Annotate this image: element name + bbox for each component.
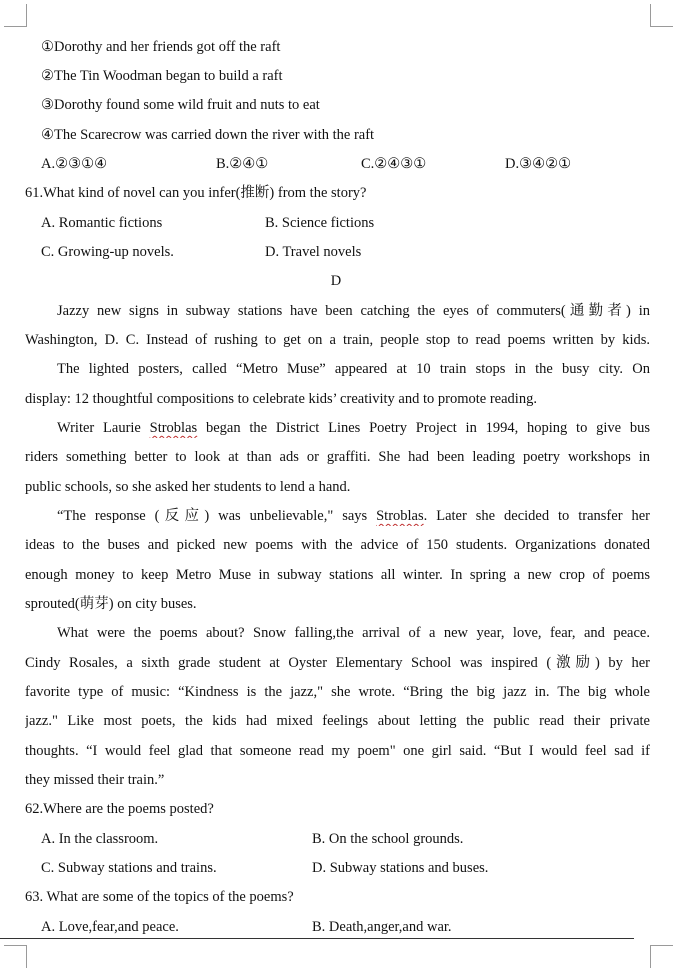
passage-p5-line-2: Cindy Rosales, a sixth grade student at Oyster Elementary School was inspired (激励) by her	[25, 655, 650, 671]
q60-option-a: A.②③①④	[41, 156, 108, 172]
section-label: D	[330, 273, 342, 289]
crop-mark-bottom-right	[650, 945, 673, 968]
author-name: Stroblas	[149, 420, 198, 436]
q63-option-a: A. Love,fear,and peace.	[41, 919, 179, 935]
passage-p2-line-1: The lighted posters, called “Metro Muse” appeared at 10 train stops in the busy city. On	[57, 361, 650, 377]
q60-option-c: C.②④③①	[361, 156, 427, 172]
q60-option-d: D.③④②①	[505, 156, 572, 172]
passage-p3-line-2: riders something better to look at than ads or graffiti. She had been leading poetry workshops in	[25, 449, 650, 465]
q60-event-2: ②The Tin Woodman began to build a raft	[41, 68, 283, 84]
passage-p4-line-4: sprouted(萌芽) on city buses.	[25, 596, 197, 612]
q61-option-c: C. Growing-up novels.	[41, 244, 174, 260]
passage-p4-line-3: enough money to keep Metro Muse in subway stations all winter. In spring a new crop of poems	[25, 567, 650, 583]
q61-option-d: D. Travel novels	[265, 244, 362, 260]
passage-p1-line-1: Jazzy new signs in subway stations have been catching the eyes of commuters(通勤者) in	[57, 303, 650, 319]
q62-option-d: D. Subway stations and buses.	[312, 860, 489, 876]
q62-question: 62.Where are the poems posted?	[25, 801, 214, 817]
passage-p5-line-3: favorite type of music: “Kindness is the jazz," she wrote. “Bring the big jazz in. The big whole	[25, 684, 650, 700]
q63-option-b: B. Death,anger,and war.	[312, 919, 452, 935]
passage-p4-line-2: ideas to the buses and picked new poems with the advice of 150 students. Organizations donated	[25, 537, 650, 553]
passage-p3-line-3: public schools, so she asked her students to lend a hand.	[25, 479, 351, 495]
q62-option-c: C. Subway stations and trains.	[41, 860, 217, 876]
text-run: began the District Lines Poetry Project in 1994, hoping to give bus	[197, 420, 650, 436]
q61-question: 61.What kind of novel can you infer(推断) from the story?	[25, 185, 367, 201]
passage-p5-line-4: jazz." Like most poets, the kids had mixed feelings about letting the public read their private	[25, 713, 650, 729]
crop-mark-bottom-left	[4, 945, 27, 968]
q62-option-a: A. In the classroom.	[41, 831, 159, 847]
q62-option-b: B. On the school grounds.	[312, 831, 464, 847]
text-run: Writer Laurie	[57, 420, 150, 436]
passage-p4-line-1	[57, 506, 650, 526]
passage-p2-line-2: display: 12 thoughtful compositions to celebrate kids’ creativity and to promote reading.	[25, 391, 537, 407]
crop-mark-top-left	[4, 4, 27, 27]
q60-event-3: ③Dorothy found some wild fruit and nuts to eat	[41, 97, 320, 113]
q60-event-1: ①Dorothy and her friends got off the raft	[41, 39, 281, 55]
q61-option-a: A. Romantic fictions	[41, 215, 163, 231]
q63-question: 63. What are some of the topics of the poems?	[25, 889, 294, 905]
author-name: Stroblas	[376, 508, 424, 524]
footer-rule	[0, 938, 634, 939]
q60-option-b: B.②④①	[216, 156, 269, 172]
q61-option-b: B. Science fictions	[265, 215, 375, 231]
passage-p5-line-5: thoughts. “I would feel glad that someone read my poem" one girl said. “But I would feel sad if	[25, 743, 650, 759]
passage-p5-line-1: What were the poems about? Snow falling,the arrival of a new year, love, fear, and peace.	[57, 625, 650, 641]
text-run: “The response (反应) was unbelievable," says	[57, 508, 377, 524]
passage-p5-line-6: they missed their train.”	[25, 772, 165, 788]
passage-p1-line-2: Washington, D. C. Instead of rushing to get on a train, people stop to read poems written by kids.	[25, 332, 650, 348]
crop-mark-top-right	[650, 4, 673, 27]
q60-event-4: ④The Scarecrow was carried down the river with the raft	[41, 127, 375, 143]
text-run: . Later she decided to transfer her	[423, 508, 650, 524]
passage-p3-line-1	[57, 418, 650, 438]
